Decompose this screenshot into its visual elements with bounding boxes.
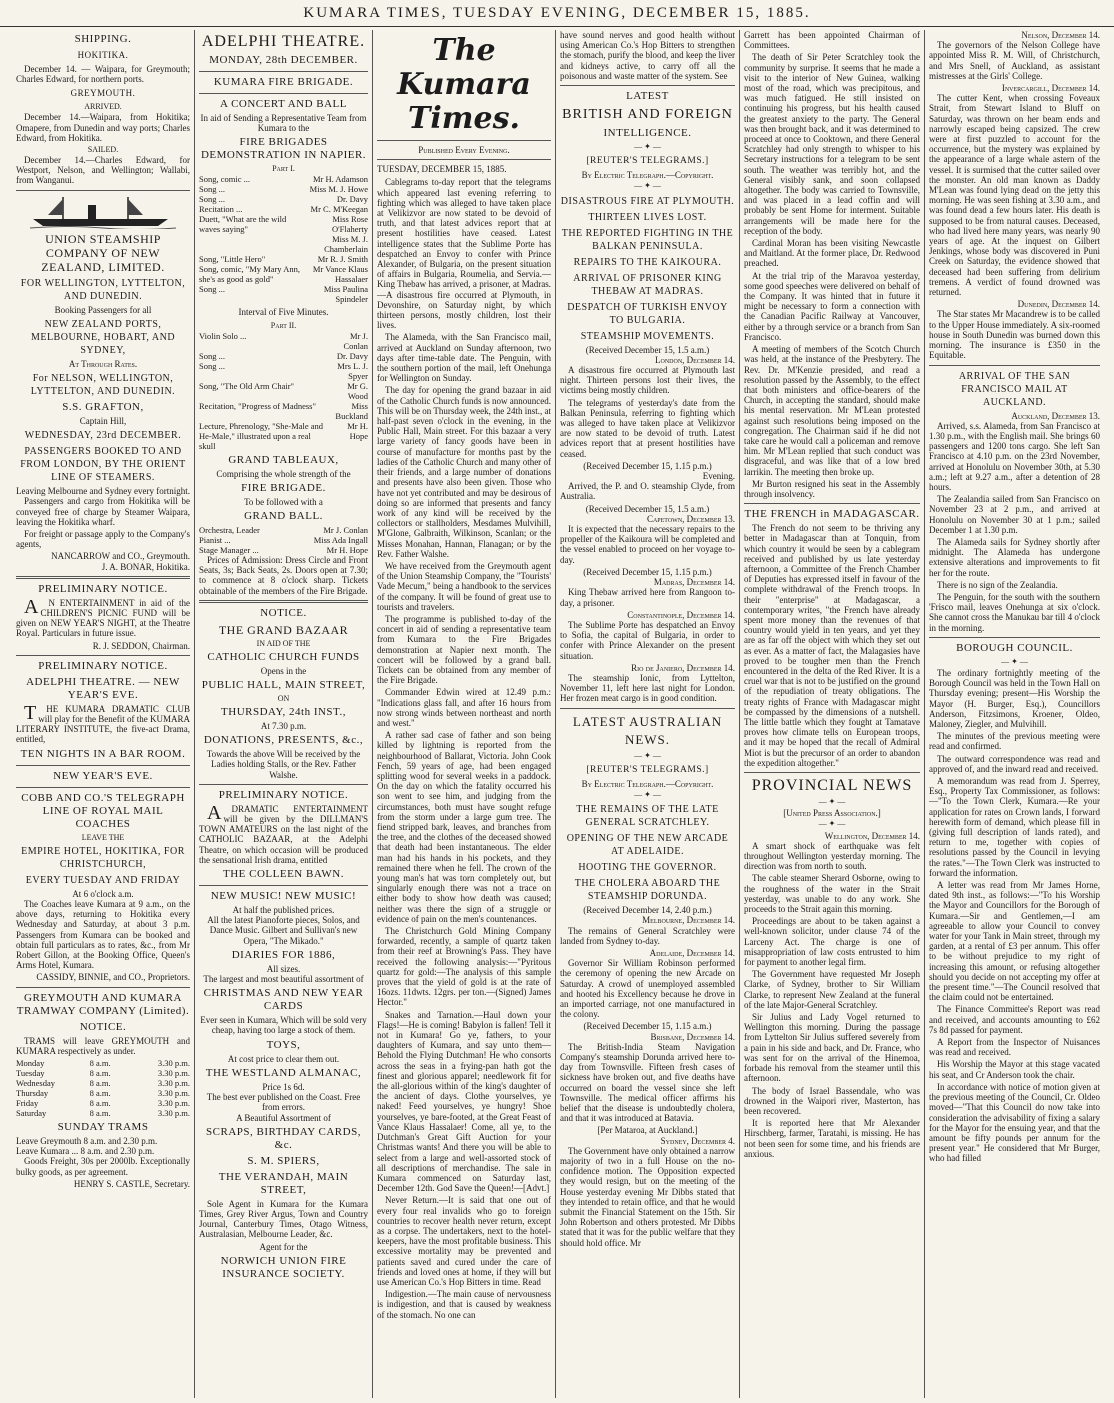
news-subhead: THIRTEEN LIVES LOST. (588, 211, 707, 223)
received-line: (Received December 15, 1.5 a.m.) (585, 503, 710, 514)
table-row: Monday 8 a.m. 3.30 p.m. (16, 1057, 190, 1068)
colleen-bawn: THE COLLEEN BAWN. (223, 868, 344, 881)
sailed-heading: SAILED. (87, 145, 119, 155)
almanac-price: Price 1s 6d. (262, 1081, 305, 1092)
tableaux-heading: GRAND TABLEAUX, (228, 453, 339, 466)
steamship-icon (28, 195, 178, 229)
table-row: Friday 8 a.m. 3.30 p.m. (16, 1097, 190, 1108)
table-row: Thursday 8 a.m. 3.30 p.m. (16, 1087, 190, 1098)
diaries-heading: DIARIES FOR 1886, (231, 948, 336, 961)
usc-line: For freight or passage apply to the Company's agents, (16, 529, 190, 550)
newspaper-title: The Kumara Times. (397, 33, 531, 136)
divider (744, 503, 920, 504)
dateline: Sydney, December 4. (660, 1135, 735, 1146)
by-telegraph: By Electric Telegraph.—Copyright. (581, 778, 714, 789)
donations-text: Towards the above Will be received by the Ladies holding Stalls, or the Rev. Father Walshe. (206, 749, 361, 780)
bazaar-aid: IN AID OF THE (256, 638, 311, 648)
followed-text: To be followed with a (244, 496, 323, 507)
news-paragraph: The governors of the Nelson College have appointed Miss R. M. Will, of Christchurch, and Mrs Snell, of Auckland, as assistant mistresses at the Girls' College. (929, 40, 1100, 81)
news-paragraph: Mr Burton resigned his seat in the Assembly through insolvency. (744, 478, 920, 499)
by-telegraph: By Electric Telegraph.—Copyright. (581, 170, 714, 181)
table-row: Song, comic, "My Mary Ann, she's as good as gold" Mr Vance Klaus Hassalaer (199, 264, 368, 285)
ornament: — ✦ — (818, 819, 846, 829)
table-row: Song, comic ... Mr H. Adamson (199, 174, 368, 185)
usc-line: Leaving Melbourne and Sydney every fortnight. (16, 486, 190, 497)
greymouth-heading: GREYMOUTH. (70, 88, 136, 99)
shipping-heading: SHIPPING. (74, 33, 132, 45)
reuters-heading: [REUTER'S TELEGRAMS.] (586, 764, 709, 775)
bazaar-on: ON (277, 694, 290, 704)
adelphi-text: THE KUMARA DRAMATIC CLUB will play for the Benefit of the KUMARA LITERARY INSTITUTE, the five-act Drama, entitled, (16, 701, 190, 745)
news-paragraph: The Government have requested Mr Joseph Clarke, of Sydney, brother to Sir William Clarke, to represent New Zealand at the funeral of the late Major-General Scratchley. (744, 969, 920, 1010)
news-paragraph: The death of Sir Peter Scratchley took the community by surprise. It seems that he made a visit to the interior of New Guinea, walking most of the road, which was precipitous, and was much fatigued. He still insisted on continuing his progress, but his health caused the greatest anxiety to the party. The General was then brought back, and it was determined to proceed at once to Cooktown, and there General Scratchley had only strength to whisper to his Secretary instructions for a telegram to be sent south. The weather was terribly hot, and the General visibly sank, and soon collapsed altogether. The body was carried to Townsville, and was placed in a lead coffin and will probably be sent Home for interment. Suitable arrangements will be made here for the reception of the body. (744, 52, 920, 236)
almanac-text: The best ever published on the Coast. Free from errors. (206, 1092, 361, 1113)
news-subhead: DISASTROUS FIRE AT PLYMOUTH. (560, 195, 735, 207)
divider (377, 140, 551, 141)
tableaux-text: Comprising the whole strength of the (216, 468, 351, 479)
cobb-line: At 6 o'clock a.m. (72, 888, 134, 899)
adelphi-theatre-heading: ADELPHI THEATRE. (201, 33, 366, 50)
column-2 (194, 30, 372, 1398)
concert-heading: A CONCERT AND BALL (219, 98, 347, 110)
prelim2-heading: PRELIMINARY NOTICE. (38, 659, 168, 672)
received-line: (Received December 15, 1.5 a.m.) (585, 344, 710, 355)
cobb-line: EMPIRE HOTEL, HOKITIKA, FOR CHRISTCHURCH, (21, 845, 185, 870)
table-row: Stage Manager ... Mr H. Hope (199, 545, 368, 556)
hokitika-text: December 14. — Waipara, for Greymouth; Charles Edward, for northern ports. (16, 64, 190, 85)
prices-text: Prices of Admission: Dress Circle and Front Seats, 3s; Back Seats, 2s. Doors open at 7.30; to commence at 8 o'clock sharp. Tickets obtainable of the members of the Fire Brigade. (199, 555, 368, 596)
part-1-heading: Part I. (272, 164, 295, 174)
news-paragraph: The ordinary fortnightly meeting of the Borough Council was held in the Town Hall on Thursday evening; present—His Worship the Mayor (H. Burger, Esq.), Councillors Anderson, Fitzsimons, Kroener, Oldeo, Maloney, Ziegler, and Mulvihill. (929, 667, 1100, 729)
provincial-news-heading: PROVINCIAL NEWS (751, 777, 913, 795)
editorial-paragraph: The day for opening the grand bazaar in aid of the Catholic Church funds is now announced. This will be on Thursday week, the 24th inst., at half-past seven o'clock in the evening, in the Public Hall, Main street. For this bazaar a very large variety of fancy goods have been in course of manufacture for months past by the ladies of the Catholic Church and many other of their friends, and a large number of donations and presents have also been given. Those who have not yet contributed and may be desirous of doing so are informed that presents and fancy work of any kind will be received by the collectors or stallholders, Mesdames Mulvihill, M'Glone, Galbraith, Wilkinson, Scanlan; or the Misses Monahan, Hannan, Flanagan; or by the Rev. Father Walshe. (377, 385, 551, 559)
column-5 (739, 30, 924, 1398)
usc-line: PASSENGERS BOOKED TO AND FROM LONDON, BY THE ORIENT LINE OF STEAMERS. (20, 446, 186, 484)
divider (16, 190, 190, 191)
tram-timetable (16, 1058, 190, 1118)
news-subhead: OPENING OF THE NEW ARCADE AT ADELAIDE. (566, 833, 729, 858)
news-paragraph: A meeting of members of the Scotch Church was held, at the instance of the Presbytery. The Rev. Dr. M'Kenzie presided, and read a resolution passed by the Assembly, to the effect that both ministers and office-bearers of the Church, in accepting the standard, should make his mental reservation. Mr M'Lean protested against such resolutions being imposed on the congregation. The Chairman said if he did not take care he would call a policeman and remove him. Mr M'Lean replied that such conduct was disgraceful, and was like that of a low bred larrikin. The meeting then broke up. (744, 344, 920, 477)
news-paragraph: Governor Sir William Robinson performed the ceremony of opening the new Arcade on Saturday. A crowd of unemployed assembled and hooted his Excellency because he drove in an imported carriage, not one manufactured in the colony. (560, 958, 735, 1020)
divider (929, 365, 1100, 366)
fire-brigade-heading: KUMARA FIRE BRIGADE. (213, 76, 354, 88)
table-row: Violin Solo ... Mr J. Conlan (199, 330, 368, 351)
usc-line: J. A. BONAR, Hokitika. (101, 561, 190, 572)
news-subhead: HOOTING THE GOVERNOR. (578, 862, 717, 874)
adelphi-play: TEN NIGHTS IN A BAR ROOM. (20, 747, 186, 760)
san-francisco-mail-heading: ARRIVAL OF THE SAN FRANCISCO MAIL AT AUCKLAND. (958, 370, 1071, 408)
adelphi-heading: ADELPHI THEATRE. — NEW YEAR'S EVE. (26, 675, 180, 701)
divider (199, 784, 368, 785)
dateline: Melbourne, December 14. (642, 915, 735, 926)
column-4 (555, 30, 739, 1398)
news-paragraph: There is no sign of the Zealandia. (937, 579, 1058, 590)
bazaar-funds: CATHOLIC CHURCH FUNDS (207, 650, 360, 663)
diaries-sizes: All sizes. (266, 963, 301, 974)
dateline: Adelaide, December 14. (649, 947, 735, 958)
ornament: — ✦ — (818, 797, 846, 807)
news-paragraph: It is reported here that Mr Alexander Hirschberg, farmer, Taratahi, is missing. He has not been seen for some time, and his friends are anxious. (744, 1118, 920, 1159)
news-subhead: THE REPORTED FIGHTING IN THE BALKAN PENINSULA. (561, 227, 734, 252)
news-paragraph: At the trial trip of the Maravoa yesterday, some good speeches were delivered on behalf of the Company. It was hinted that in future it might be necessary to form a connection with the Canadian Pacific Railway at Vancouver, either by a through service or a branch from San Francisco. (744, 270, 920, 342)
news-paragraph: The body of Israel Bassendale, who was drowned in the Waipori river, Masterton, has been recovered. (744, 1085, 920, 1116)
scraps-intro: A Beautiful Assortment of (236, 1112, 331, 1123)
new-year-heading: NEW YEAR'S EVE. (53, 769, 153, 782)
news-subhead: DESPATCH OF TURKISH ENVOY TO BULGARIA. (567, 301, 728, 326)
programme-part-1 (199, 174, 368, 304)
divider (199, 93, 368, 94)
programme-part-2 (199, 331, 368, 451)
table-row: Tuesday 8 a.m. 3.30 p.m. (16, 1067, 190, 1078)
divider (929, 637, 1100, 638)
cobb-heading: COBB AND CO.'S TELEGRAPH LINE OF ROYAL MAIL COACHES (21, 791, 185, 830)
divider (560, 85, 735, 86)
news-paragraph: The Zealandia sailed from San Francisco on November 23 at 2 p.m., and arrived at Honolulu on November 30 at 1 p.m.; sailed December 1 at 1.30 p.m. (929, 494, 1100, 535)
editorial-paragraph: Cablegrams to-day report that the telegrams which appeared last evening referring to fighting which was alleged to have taken place at Velikizvor are now stated to be devoid of truth, and that latest advices report that at present hostilities have ceased. Latest intelligence states that the Sublime Porte has despatched an Envoy to confer with Prince Alexander, of Bulgaria, on the present situation of affairs in Bulgaria, Roumelia, and Servia.—King Thebaw has arrived, a prisoner, at Madras.—A disastrous fire occurred at Plymouth, in Devonshire, on Saturday night, by which thirteen persons, mostly children, lost their lives. (377, 177, 551, 331)
editorial-paragraph: The Alameda, with the San Francisco mail, arrived at Auckland on Sunday afternoon, two days after time-table date. The Penguin, with the southern portion of the mail, left Onehunga for Wellington on Sunday. (377, 332, 551, 384)
table-row: Saturday 8 a.m. 3.30 p.m. (16, 1107, 190, 1118)
dateline: Wellington, December 14. (824, 830, 920, 841)
news-paragraph: The Penguin, for the south with the southern 'Frisco mail, leaves Onehunga at six o'clock. She cannot cross the Manukau bar till 4 o'clock in the morning. (929, 591, 1100, 633)
received-line: [Per Mataroa, at Auckland.] (597, 1125, 698, 1136)
scraps-heading: SCRAPS, BIRTHDAY CARDS, &c. (206, 1125, 361, 1151)
bazaar-heading: THE GRAND BAZAAR (218, 622, 349, 637)
bazaar-date: THURSDAY, 24th INST., (221, 706, 346, 719)
news-paragraph: The minutes of the previous meeting were read and confirmed. (929, 731, 1100, 752)
dateline: Dunedin, December 14. (1017, 299, 1100, 310)
secretary-sign: HENRY S. CASTLE, Secretary. (73, 1178, 190, 1189)
news-paragraph: The French do not seem to be thriving any better in Madagascar than at Tonquin, from which country it would be seen by a cablegram received and published by us late yesterday afternoon, a Committee of the French Chamber of Deputies has expressed itself in favour of the complete withdrawal of the French troops. In their "enterprise" at Madagascar, a contemporary writes, "the French have already spent more money than the revenues of that country would yield in ten years, and yet they are as far off the object with which they set out as ever. As a matter of fact, the Malagasies have proved to be tougher men than the French encountered in the delta of the Red River. It is a cruel war that is not to be justified on the ground of the repudiation of treaty obligations. The treaty rights of France with Madagascar might be compassed by the dimensions of a nutshell. The little battle which they fought at Tamatave proves how climate tells on European troops, and it may be hoped that the recall of Admiral Miot is but the precursor of an order to abandon the expedition altogether." (744, 523, 920, 768)
toys-heading: TOYS, (266, 1038, 301, 1051)
table-row: Song ... Miss Paulina Spindeler (199, 284, 368, 305)
tramway-heading: GREYMOUTH AND KUMARA TRAMWAY COMPANY (Limited). (16, 991, 190, 1017)
table-row: Song ... Dr. Davy (199, 194, 368, 205)
divider (560, 708, 735, 709)
table-row: Miss M. J. Chamberlain (324, 234, 368, 255)
table-row: Song ... Miss M. J. Howe (199, 184, 368, 195)
column-6 (924, 30, 1104, 1398)
news-paragraph: In accordance with notice of motion given at the previous meeting of the Council, Cr. Oldeo moved—"That this Council do now take into consideration the advisability of fixing a salary for the Mayor for the ensuing year, and that the amount be fifty pounds per annum for the present year." He considered that Mr Burger, who had filled (929, 1081, 1100, 1164)
table-row: Pianist ... Miss Ada Ingall (199, 535, 368, 546)
editorial-paragraph: The Christchurch Gold Mining Company forwarded, recently, a sample of quartz taken from their reef at Browning's Pass. They have received the following analysis:—"Pyritous quartz for gold:—The analysis of this sample proves that the yield of gold is at the rate of 16ozs. 11dwts. 12grs. per ton.—(Signed) James Hector." (377, 926, 551, 1008)
divider (199, 600, 368, 603)
dateline: Constantinople, December 14. (627, 609, 735, 620)
bazaar-open: Opens in the (260, 665, 307, 676)
prelim-text: AN ENTERTAINMENT in aid of the CHILDREN'S PICNIC FUND will be given on NEW YEAR'S NIGHT, at the Theatre Royal. Particulars in future issue. (16, 595, 190, 639)
news-paragraph: The British-India Steam Navigation Company's steamship Dorunda arrived here to-day from Townsville. Fifteen fresh cases of sickness have broken out, and five deaths have occurred on board the vessel since she left Townsville. The medical officer affirms his belief that the disease is undoubtedly cholera, and that it was introduced at Batavia. (560, 1041, 735, 1124)
news-paragraph: A memorandum was read from J. Sperrey, Esq., Property Tax Commissioner, as follows:—"To the Town Clerk, Kumara.—Re your application for rates on Crown lands, I forward herewith form of demand, which please fill in (giving full description of lands rated), and return to me, together with copies of resolutions passed by the Council in levying the rates."—The Town Clerk was instructed to forward the information. (929, 776, 1100, 878)
arrived-heading: ARRIVED. (84, 102, 122, 112)
usc-line: Captain Hill, (79, 416, 127, 427)
ornament: — ✦ — (634, 789, 661, 799)
divider (377, 159, 551, 160)
toys-text: At cost price to clear them out. (227, 1053, 340, 1064)
news-paragraph: The outward correspondence was read and approved of, and the inward read and received. (929, 753, 1100, 774)
australian-news-heading: LATEST AUSTRALIAN NEWS. (572, 713, 723, 747)
usc-line: Passengers and cargo from Hokitika will be conveyed free of charge by Steamer Waipara, leaving the Hokitika wharf. (16, 496, 190, 527)
news-paragraph: Garrett has been appointed Chairman of Committees. (744, 30, 920, 51)
news-paragraph: Cardinal Moran has been visiting Newcastle and Maitland. At the former place, Dr. Redwood preached. (744, 238, 920, 269)
editorial-dateline: TUESDAY, DECEMBER 15, 1885. (377, 164, 507, 175)
ornament: — ✦ — (634, 750, 661, 760)
news-paragraph: His Worship the Mayor at this stage vacated his seat, and Cr Anderson took the chair. (929, 1059, 1100, 1080)
published-line: Published Every Evening. (418, 145, 510, 155)
divider (16, 787, 190, 788)
dateline: Madras, December 14. (653, 577, 735, 588)
news-paragraph: The Sublime Porte has despatched an Envoy to Sofia, the capital of Bulgaria, in order to confer with Prince Alexander on the present situation. (560, 619, 735, 661)
divider (16, 987, 190, 988)
usc-line: NEW ZEALAND PORTS, MELBOURNE, HOBART, AND SYDNEY, (30, 318, 176, 356)
reuters-heading: [REUTER'S TELEGRAMS.] (586, 156, 709, 167)
news-paragraph: The remains of General Scratchley were landed from Sydney to-day. (560, 925, 735, 946)
staff-list (199, 525, 368, 555)
news-paragraph: The cutter Kent, when crossing Foveaux Strait, from Stewart Island to Bluff on Saturday, was thrown on her beam ends and narrowly escaped being capsized. The crew were at first puzzled to account for the occurrence, but the mystery was explained by the appearance of a large whale astern of the vessel. It is surmised that the cutter sailed over the monster. An old man known as Daddy M'Lean was found lying dead on the jetty this morning. He was seen fishing at 3.30 a.m., and was found dead a few hours later. His death is supposed to be from natural causes. Deceased, who had lived here many years, was nearly 90 years of age. At the inquest on Gilbert Jenkings, whose body was discovered in Puni Creek on Saturday, the evidence showed that deceased had been suffering from delirium tremens. A verdict of found drowned was returned. (929, 93, 1100, 298)
cards-text: Ever seen in Kumara, Which will be sold very cheap, having too large a stock of them. (200, 1015, 367, 1036)
ornament: — ✦ — (634, 181, 661, 191)
news-subhead: THE REMAINS OF THE LATE GENERAL SCRATCHLEY. (576, 804, 719, 829)
latest-heading: LATEST (626, 90, 669, 103)
almanac-heading: THE WESTLAND ALMANAC, (205, 1066, 362, 1079)
demonstration-heading: FIRE BRIGADES DEMONSTRATION IN NAPIER. (200, 136, 367, 162)
intelligence-heading: INTELLIGENCE. (603, 127, 692, 140)
new-music-heading: NEW MUSIC! NEW MUSIC! (210, 890, 357, 903)
usc-line: FOR WELLINGTON, LYTTELTON, AND DUNEDIN. (20, 277, 186, 302)
news-paragraph: A smart shock of earthquake was felt throughout Wellington yesterday morning. The direction was from north to south. (744, 840, 920, 872)
editorial-paragraph: Snakes and Tarnation.—Haul down your Flags!—He is coming! Babylon is fallen! Tell it not in Kumara! Go ye, fathers, to your daughters of Kumara, and say unto them—Behold the Flying Dutchman! He who consorts across the seas in a frying-pan hath got the finest and glorious apparel; needlework fit for the all-glorious within of the king's daughter of the ancient of days. Clothe yourselves, ye naked! Feed yourselves, ye hungry! Shoe yourselves, ye bare-footed, at the Great Feast of Vance Klaus Hassalaer! Come, all ye, to the Dutchman's Great Gift Auction for your Christmas wants! And there you will be able to select from a large and well-assorted stock of all descriptions of merchandise. The sale in Kumara commenced on Saturday last, December 12th. God Save the Queen!—[Advt.] (377, 1009, 551, 1194)
tramway-text: TRAMS will leave GREYMOUTH and KUMARA respectively as under. (16, 1035, 190, 1056)
news-paragraph: The cable steamer Sherard Osborne, owing to the roughness of the water in the Strait yesterday, was unable to do any work. She proceeds to the Strait again this morning. (744, 873, 920, 915)
table-row: Wednesday 8 a.m. 3.30 p.m. (16, 1077, 190, 1088)
news-paragraph: A letter was read from Mr James Horne, dated 9th inst., as follows:—"To his Worship the Mayor and Councillors for the Borough of Kumara.—Sir and Gentlemen,—I am agreeable to allow your Council to convey water for your Tank in Main street, through my garden, at a rental of £3 per annum. This offer to be without prejudice to my right of increasing this amount, or refusing altogether should you decide on not accepting my offer at the present time."—The Council resolved that the claim could not be entertained. (929, 880, 1100, 1003)
editorial-paragraph: The programme is published to-day of the concert in aid of sending a representative team from Kumara to the Fire Brigades demonstration at Napier next month. The concert will be followed by a grand ball. Tickets can be obtained from any member of the Fire Brigade. (377, 613, 551, 686)
goods-text: Goods Freight, 30s per 2000lb. Exceptionally bulky goods, as per agreement. (16, 1156, 190, 1177)
divider (199, 71, 368, 72)
dramatic-text: ADRAMATIC ENTERTAINMENT will be given by the DILLMAN'S TOWN AMATEURS on the last night of the CATHOLIC BAZAAR, at the Adelphi Theatre, on which occasion will be produced the sensational Irish drama, entitled (199, 801, 368, 865)
table-row: Recitation, "Progress of Madness" Miss Buckland (199, 400, 368, 421)
column-3 (372, 30, 555, 1398)
bazaar-time: At 7.30 p.m. (260, 721, 307, 732)
news-paragraph: The Star states Mr Macandrew is to be called to the Upper House immediately. A six-roomed house in South Dunedin was burned down this morning. The insurance is £350 in the Equitable. (929, 309, 1100, 361)
dateline: Invercargill, December 14. (1001, 83, 1100, 94)
usc-line: WEDNESDAY, 23rd DECEMBER. (24, 430, 182, 442)
arrived-text: December 14.—Waipara, from Hokitika; Omapere, from Dunedin and way ports; Charles Edward, from Hokitika. (16, 112, 190, 143)
news-paragraph: The Finance Committee's Report was read and received, and accounts amounting to £62 7s 8d passed for payment. (929, 1004, 1100, 1035)
dateline: Nelson, December 14. (1021, 30, 1100, 40)
notice-heading: NOTICE. (260, 606, 307, 619)
bazaar-hall: PUBLIC HALL, MAIN STREET, (201, 679, 366, 692)
divider (199, 885, 368, 886)
usc-line: At Through Rates. (68, 358, 138, 369)
dateline: London, December 14. (655, 354, 735, 365)
dateline: Capetown, December 13. (646, 513, 735, 524)
page-masthead: KUMARA TIMES, TUESDAY EVENING, DECEMBER 15, 1885. (0, 0, 1114, 27)
usc-line: For NELSON, WELLINGTON, LYTTELTON, AND DUNEDIN. (30, 373, 176, 398)
editorial-paragraph: Commander Edwin wired at 12.49 p.m.: "Indications glass fall, and after 16 hours from now strong winds between northeast and north and west." (377, 687, 551, 728)
table-row: Orchestra, Leader Mr J. Conlan (199, 525, 368, 536)
news-paragraph: Arrived, s.s. Alameda, from San Francisco at 1.30 p.m., with the English mail. She brings 60 passengers and 1200 tons cargo. She left San Francisco at 4.10 p.m. on the 23rd November, arrived at Honolulu on November 30th, at 5.30 a.m.; left at 9.27 a.m., after a detention of 28 hours. (929, 420, 1100, 492)
news-paragraph: Arrived, the P. and O. steamship Clyde, from Australia. (560, 481, 735, 502)
news-paragraph: The Government have only obtained a narrow majority of two in a full House on the no-confidence motion. The Opposition expected they would resign, but on the meeting of the House yesterday evening Mr Dibbs stated that they intended to retain office, and that he would submit the Financial Statement on the 15th. Sir John Robertson and others protested. Mr Dibbs stated that it was for the public welfare that they should hold office. Mr (560, 1145, 735, 1248)
ornament: — ✦ — (1001, 656, 1028, 666)
spiers-name: S. M. SPIERS, (247, 1154, 320, 1167)
borough-council-heading: BOROUGH COUNCIL. (956, 641, 1073, 654)
cobb-text: The Coaches leave Kumara at 9 a.m., on the above days, returning to Hokitika every Wednesday and Saturday, at about 3 p.m. Passengers from Kumara can be booked and obtain full particulars as to rates, &c., from Mr Robert Gillon, at the Booking Office, Queen's Arms Hotel, Kumara. (16, 898, 190, 971)
cobb-line: LEAVE THE (81, 832, 125, 842)
editorial-paragraph: We have received from the Greymouth agent of the Union Steamship Company, the "Tourists' Vade Mecum," being a handbook to the services of the company. It will be found of great use to tourists and travelers. (377, 560, 551, 612)
news-paragraph: The steamship Ionic, from Lyttelton, November 11, left here last night for London. Her frozen meat cargo is in good condition. (560, 672, 735, 704)
sunday-line: Leave Greymouth 8 a.m. and 2.30 p.m. (16, 1135, 158, 1146)
editorial-paragraph: Indigestion.—The main cause of nervousness is indigestion, and that is caused by weakness of the stomach. No one can (377, 1289, 551, 1320)
news-subhead: THE CHOLERA ABOARD THE STEAMSHIP DORUNDA. (574, 878, 721, 903)
dateline: Rio de Janiero, December 14. (631, 662, 735, 673)
news-paragraph: A Report from the Inspector of Nuisances was read and received. (929, 1037, 1100, 1058)
usc-line: Booking Passengers for all (54, 304, 152, 315)
interval-text: Interval of Five Minutes. (238, 307, 329, 318)
news-paragraph: The telegrams of yesterday's date from the Balkan Peninsula, referring to fighting which was alleged to have taken place at Velikizvor are now stated to be devoid of truth. Latest advices report that at present hostilities have ceased. (560, 397, 735, 459)
theatre-date: MONDAY, 28th DECEMBER. (209, 54, 358, 66)
dateline: Auckland, December 13. (1011, 410, 1100, 421)
agent-text: Agent for the (259, 1241, 308, 1252)
news-paragraph: King Thebaw arrived here from Rangoon to-day, a prisoner. (560, 587, 735, 608)
spiers-text: Sole Agent in Kumara for the Kumara Times, Grey River Argus, Town and Country Journal, Canterbury Times, Otago Witness, Australasian, Melbourne Leader, &c. (199, 1198, 368, 1240)
prelim-sign: R. J. SEDDON, Chairman. (92, 640, 190, 651)
sunday-heading: SUNDAY TRAMS (57, 1120, 149, 1133)
dateline: Brisbane, December 14. (650, 1031, 735, 1042)
music-half: At half the published prices. (232, 905, 335, 916)
concert-aid: In aid of Sending a Representative Team from Kumara to the (200, 113, 367, 134)
press-association: [United Press Association.] (783, 808, 881, 819)
french-madagascar-heading: THE FRENCH in MADAGASCAR. (744, 508, 920, 521)
news-paragraph: It is expected that the necessary repairs to the propeller of the Kaikoura will be completed and the vessel enabled to proceed on her voyage to-day. (560, 524, 735, 565)
table-row: Song, "The Old Arm Chair" Mr G. Wood (199, 380, 368, 401)
news-paragraph: The Alameda sails for Sydney shortly after midnight. The Alameda has undergone extensive alterations and improvements to fit her for the route. (929, 536, 1100, 578)
news-subhead: STEAMSHIP MOVEMENTS. (580, 330, 715, 342)
british-foreign-heading: BRITISH AND FOREIGN (562, 107, 733, 123)
news-subhead: REPAIRS TO THE KAIKOURA. (573, 256, 722, 268)
ornament: — ✦ — (634, 142, 661, 152)
received-line: (Received December 14, 2.40 p.m.) (583, 905, 712, 916)
tramway-notice: NOTICE. (79, 1020, 127, 1033)
cobb-line: EVERY TUESDAY AND FRIDAY (25, 874, 181, 886)
news-paragraph: Sir Julius and Lady Vogel returned to Wellington this morning. During the passage from Lyttelton Sir Julius suffered severely from a pain in his side and back, and Dr. France, who was sent for on the arrival of the Hinemoa, forbade his removal from the steamer until this afternoon. (744, 1012, 920, 1084)
table-row: Lecture, Phrenology, "She-Male and He-Male," illustrated upon a real skull Mr H. Hope (199, 420, 368, 451)
usc-line: S.S. GRAFTON, (62, 401, 144, 414)
prelim-heading: PRELIMINARY NOTICE. (218, 788, 349, 801)
music-text: All the latest Pianoforte pieces, Solos, and Dance Music. Gilbert and Sullivan's new Opera, "The Mikado." (207, 915, 360, 946)
usc-line: NANCARROW and CO., Greymouth. (51, 551, 190, 562)
column-1 (12, 30, 194, 1398)
verandah-heading: THE VERANDAH, MAIN STREET, (218, 1170, 349, 1196)
dateline: Evening. (702, 471, 735, 482)
editorial-paragraph: Never Return.—It is said that one out of every four real invalids who go to foreign countries to recover health never return, except as a corpse. The undertakers, next to the hotel-keepers, have the most profitable business. This excessive mortality may be prevented and patients saved and cured under the care of friends and loved ones at home, if they will but use American Co.'s Hop Bitters in time. Read (377, 1195, 551, 1287)
table-row: Song, "Little Hero" Mr R. J. Smith (199, 254, 368, 265)
table-row: Recitation ... Mr C. M'Keegan (199, 204, 368, 215)
divider (744, 772, 920, 773)
received-line: (Received December 15, 1.15 p.m.) (583, 460, 712, 471)
part-2-heading: Part II. (270, 320, 297, 330)
news-paragraph: Proceedings are about to be taken against a well-known solicitor, under clause 74 of the Larceny Act. The charge is one of misappropriation of law costs entrusted to him for payment to another legal firm. (744, 916, 920, 968)
divider (16, 655, 190, 656)
cobb-sign: CASSIDY, BINNIE, and CO., Proprietors. (36, 972, 190, 983)
cards-heading: CHRISTMAS AND NEW YEAR CARDS (203, 987, 364, 1013)
tableaux-brigade: FIRE BRIGADE. (241, 481, 326, 494)
table-row: Duett, "What are the wild waves saying" Miss Rose O'Flaherty (199, 214, 368, 235)
assort-text: The largest and most beautiful assortment of (203, 974, 364, 985)
divider (16, 765, 190, 766)
prelim-heading: PRELIMINARY NOTICE. (38, 582, 168, 595)
donations-heading: DONATIONS, PRESENTS, &c., (203, 734, 364, 747)
editorial-paragraph: A rather sad case of father and son being killed by lightning is reported from the neighbourhood of Ballarat, Victoria. John Cook Fench, 59 years of age, had been engaged splitting wood for several weeks in a paddock. On the day on which the fatality occurred his son went to see him, and judging from the circumstances, both must have sought refuge from the storm under a large gum tree. The fiend stripped bark, leaves, and branches from the tree, and the clothes of the deceased showed that death had been instantaneous. The elder man had his hands in his pockets, and they remained there when he fell. The crown of the young man's hat was torn completely out, but singularly enough there was not a trace on either body to show how death was caused; neither was there the sign of a struggle or evidence of pain on the men's countenances. (377, 730, 551, 924)
received-line: (Received December 15, 1.15 p.m.) (583, 566, 712, 577)
union-steamship-heading: UNION STEAMSHIP COMPANY OF NEW ZEALAND, LIMITED. (41, 231, 165, 274)
divider (16, 576, 190, 579)
norwich-heading: NORWICH UNION FIRE INSURANCE SOCIETY. (220, 1254, 347, 1280)
table-row: Song ... Dr. Davy (199, 350, 368, 361)
table-row: Song ... Mrs L. J. Spyer (199, 360, 368, 381)
sunday-line: Leave Kumara ... 8 a.m. and 2.30 p.m. (16, 1146, 155, 1157)
news-paragraph: A disastrous fire occurred at Plymouth last night. Thirteen persons lost their lives, the victims being mostly children. (560, 365, 735, 396)
grand-ball-heading: GRAND BALL. (244, 510, 323, 523)
hokitika-heading: HOKITIKA. (77, 50, 129, 60)
received-line: (Received December 15, 1.15 a.m.) (583, 1021, 712, 1032)
continued-text: have sound nerves and good health without using American Co.'s Hop Bitters to strengthen the stomach, purify the blood, and keep the liver and kidneys active, to carry off all the poisonous and waste matter of the system. See (560, 30, 735, 81)
sailed-text: December 14.—Charles Edward, for Westport, Nelson, and Wellington; Wallabi, from Wanganui. (16, 155, 190, 186)
news-subhead: ARRIVAL OF PRISONER KING THEBAW AT MADRAS. (573, 272, 722, 297)
